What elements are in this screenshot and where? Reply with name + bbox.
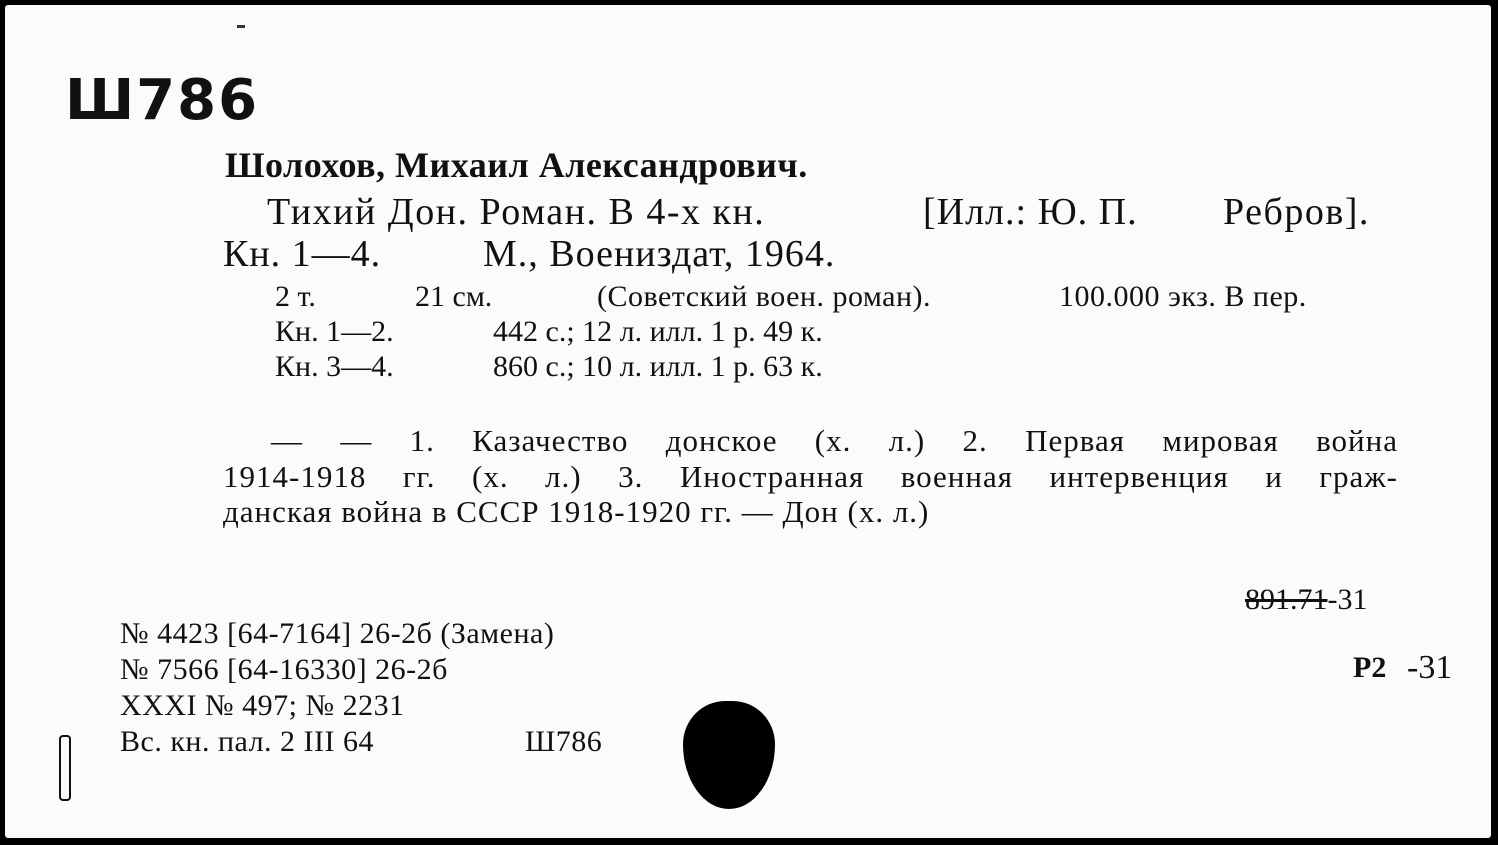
punch-hole xyxy=(683,701,775,809)
call-number-handwritten: Ш786 xyxy=(65,68,260,133)
book1-label: Кн. 1—2. xyxy=(275,315,394,348)
footer-line-4: Вс. кн. пал. 2 III 64 xyxy=(120,725,375,758)
series-statement: (Советский воен. роман). xyxy=(597,280,932,313)
illustrator-name: Ребров]. xyxy=(1223,191,1370,233)
book1-description: 442 с.; 12 л. илл. 1 р. 49 к. xyxy=(493,315,823,348)
volumes-statement: Кн. 1—4. xyxy=(223,233,382,275)
book2-description: 860 с.; 10 л. илл. 1 р. 63 к. xyxy=(493,350,823,383)
imprint: М., Воениздат, 1964. xyxy=(483,233,836,275)
classification-p2-handwritten: -31 xyxy=(1407,649,1453,686)
handwritten-mark xyxy=(59,735,71,801)
subject-line: — — 1. Казачество донское (х. л.) 2. Первая мировая война xyxy=(271,423,1398,458)
title-statement: Тихий Дон. Роман. В 4-х кн. xyxy=(267,191,766,233)
classification-code-sep: - xyxy=(1327,583,1338,616)
book-size: 21 см. xyxy=(415,280,493,313)
subject-line: данская война в СССР 1918-1920 гг. — Дон (х. л.) xyxy=(223,494,930,529)
illustrator-label: [Илл.: Ю. П. xyxy=(923,191,1138,233)
subject-headings xyxy=(223,423,1398,530)
classification-code xyxy=(1245,585,1368,615)
classification-code-suffix: 31 xyxy=(1337,583,1368,616)
footer-line-2: № 7566 [64-16330] 26-2б xyxy=(120,653,448,686)
footer-shelfmark: Ш786 xyxy=(525,725,603,758)
book2-label: Кн. 3—4. xyxy=(275,350,394,383)
catalog-card xyxy=(5,5,1491,838)
author-heading: Шолохов, Михаил Александрович. xyxy=(225,145,808,185)
edition-statement: 100.000 экз. В пер. xyxy=(1059,280,1307,313)
footer-line-1: № 4423 [64-7164] 26-2б (Замена) xyxy=(120,617,555,650)
classification-p2: Р2 xyxy=(1353,651,1387,684)
ink-speck xyxy=(237,25,245,28)
classification-code-struck: 891.71 xyxy=(1245,583,1328,616)
volumes-count: 2 т. xyxy=(275,280,316,313)
footer-line-3: XXXI № 497; № 2231 xyxy=(120,689,405,722)
subject-line: 1914-1918 гг. (х. л.) 3. Иностранная военная интервенция и граж- xyxy=(223,458,1398,494)
